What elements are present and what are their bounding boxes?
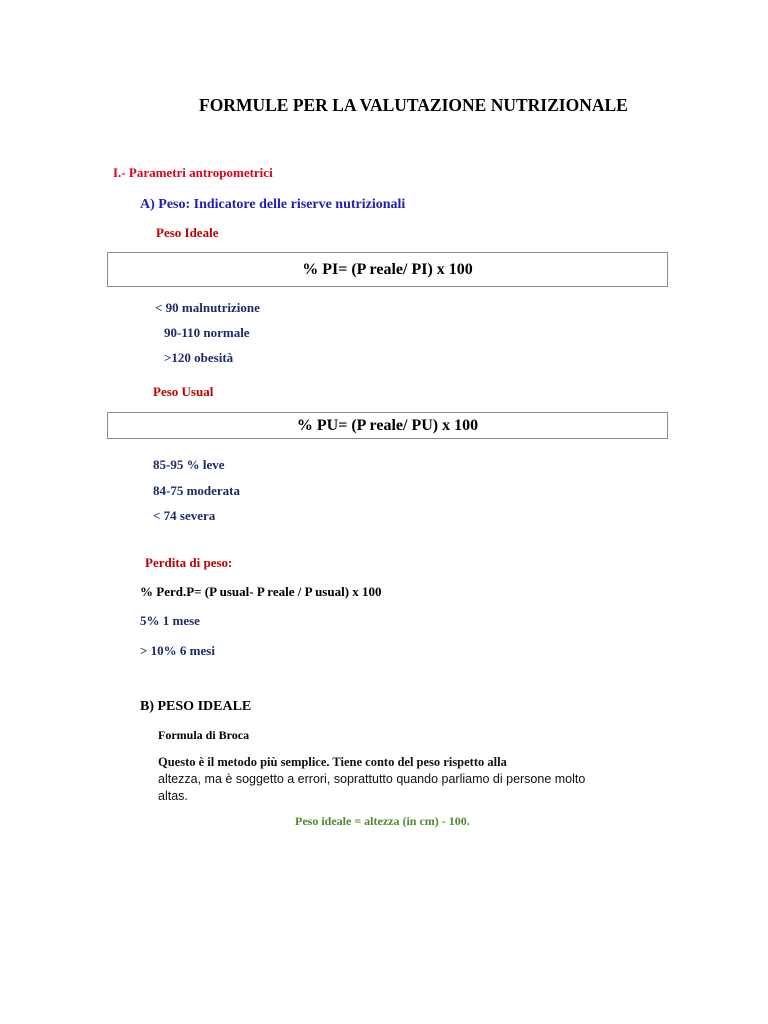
perdita-item: 5% 1 mese [140, 613, 200, 628]
peso-usual-heading: Peso Usual [153, 384, 214, 399]
peso-usual-formula: % PU= (P reale/ PU) x 100 [296, 416, 479, 434]
range-item: 90-110 normale [164, 325, 250, 340]
peso-ideale-formula: % PI= (P reale/ PI) x 100 [302, 260, 473, 278]
section-b-label: B) PESO IDEALE [140, 699, 252, 714]
perdita-item: > 10% 6 mesi [140, 643, 215, 658]
perdita-formula: % Perd.P= (P usual- P reale / P usual) x 100 [140, 584, 382, 599]
paragraph-bold-text: Questo è il metodo più semplice. Tiene conto del peso rispetto alla [158, 755, 507, 769]
broca-subheading: Formula di Broca [158, 728, 250, 742]
section-1-label: I.- Parametri antropometrici [113, 165, 273, 180]
subsection-a-label: A) Peso: Indicatore delle riserve nutrizionali [140, 197, 406, 212]
broca-paragraph [158, 754, 618, 805]
paragraph-normal-text: altezza, ma è soggetto a errori, soprattutto quando parliamo di persone molto altas. [158, 772, 586, 803]
range-item: < 74 severa [153, 508, 216, 523]
page-title: FORMULE PER LA VALUTAZIONE NUTRIZIONALE [199, 95, 628, 115]
peso-ideale-heading: Peso Ideale [156, 225, 219, 240]
peso-usual-formula-box [107, 412, 668, 439]
broca-formula: Peso ideale = altezza (in cm) - 100. [295, 814, 470, 828]
range-item: < 90 malnutrizione [155, 300, 260, 315]
peso-ideale-formula-box [107, 252, 668, 287]
range-item: 85-95 % leve [153, 457, 225, 472]
perdita-heading: Perdita di peso: [145, 555, 233, 570]
range-item: 84-75 moderata [153, 483, 241, 498]
range-item: >120 obesità [164, 350, 234, 365]
